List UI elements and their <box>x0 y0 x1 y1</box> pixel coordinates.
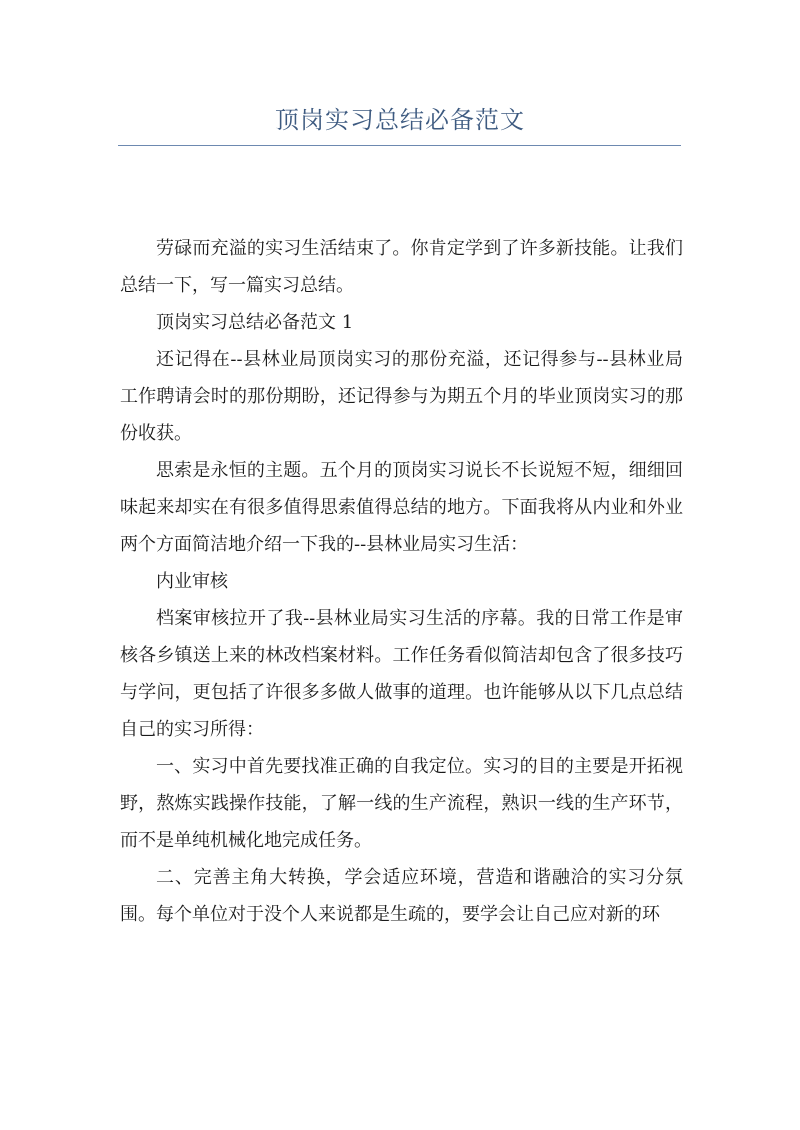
section-heading-internal-review: 内业审核 <box>156 571 228 592</box>
paragraph-archive-review: 档案审核拉开了我--县林业局实习生活的序幕。我的日常工作是审核各乡镇送上来的林改档案材料。工作任务看似简洁却包含了很多技巧与学问，更包括了许很多多做人做事的道理。也许能够从以下几点总结自己的实习所得： <box>120 608 683 740</box>
title-divider <box>118 145 681 146</box>
paragraph-point-one: 一、实习中首先要找准正确的自我定位。实习的目的主要是开拓视野，熬炼实践操作技能，了解一线的生产流程，熟识一线的生产环节，而不是单纯机械化地完成任务。 <box>120 756 683 851</box>
paragraph-reflection: 思索是永恒的主题。五个月的顶岗实习说长不长说短不短，细细回味起来却实在有很多值得思索值得总结的地方。下面我将从内业和外业两个方面简洁地介绍一下我的--县林业局实习生活： <box>120 460 683 555</box>
paragraph-point-two: 二、完善主角大转换，学会适应环境，营造和谐融洽的实习分氛围。每个单位对于没个人来说都是生疏的，要学会让自己应对新的环 <box>120 867 683 925</box>
paragraph-intro: 劳碌而充溢的实习生活结束了。你肯定学到了许多新技能。让我们总结一下，写一篇实习总结。 <box>120 238 683 296</box>
paragraph-memory: 还记得在--县林业局顶岗实习的那份充溢，还记得参与--县林业局工作聘请会时的那份期盼，还记得参与为期五个月的毕业顶岗实习的那份收获。 <box>120 349 683 444</box>
document-body <box>120 230 683 933</box>
document-title: 顶岗实习总结必备范文 <box>275 106 525 134</box>
section-heading-sample-1: 顶岗实习总结必备范文 1 <box>156 312 354 333</box>
